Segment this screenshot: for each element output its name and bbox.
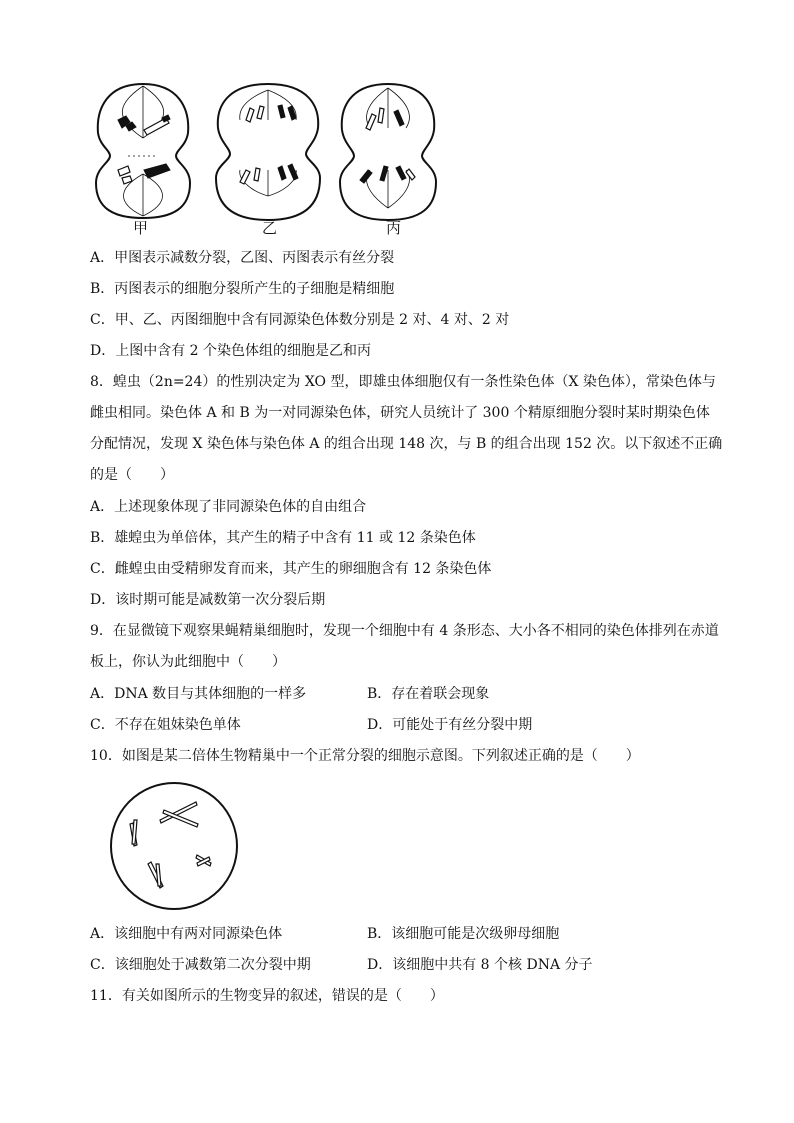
q10-cell-figure xyxy=(108,780,240,912)
q7-option-b: B．丙图表示的细胞分裂所产生的子细胞是精细胞 xyxy=(90,281,395,297)
q8-option-c: C．雌蝗虫由受精卵发育而来，其产生的卵细胞含有 12 条染色体 xyxy=(90,561,492,577)
q8-stem-line-4: 的是（ ） xyxy=(90,467,174,483)
q7-option-c: C．甲、乙、丙图细胞中含有同源染色体数分别是 2 对、4 对、2 对 xyxy=(90,312,510,328)
q8-option-d: D．该时期可能是减数第一次分裂后期 xyxy=(90,592,326,608)
q7-option-a: A．甲图表示减数分裂，乙图、丙图表示有丝分裂 xyxy=(90,250,395,266)
figure-label-yi: 乙 xyxy=(262,219,278,237)
q8-option-a: A．上述现象体现了非同源染色体的自由组合 xyxy=(90,499,367,515)
q8-stem-line-3: 分配情况，发现 X 染色体与染色体 A 的组合出现 148 次，与 B 的组合出现 152 次。以下叙述不正确 xyxy=(90,436,723,452)
q10-option-d: D．该细胞中共有 8 个核 DNA 分子 xyxy=(367,957,593,973)
q11-stem: 11．有关如图所示的生物变异的叙述，错误的是（ ） xyxy=(90,988,444,1004)
q8-stem-line-2: 雌虫相同。染色体 A 和 B 为一对同源染色体，研究人员统计了 300 个精原细胞分裂时某时期染色体 xyxy=(90,405,710,421)
q10-option-b: B．该细胞可能是次级卵母细胞 xyxy=(367,926,560,942)
q9-stem-line-2: 板上，你认为此细胞中（ ） xyxy=(90,654,286,670)
q8-stem-line-1: 8．蝗虫（2n=24）的性别决定为 XO 型，即雄虫体细胞仅有一条性染色体（X 染色体），常染色体与 xyxy=(90,374,716,390)
q10-option-a: A．该细胞中有两对同源染色体 xyxy=(90,926,283,942)
q9-stem-line-1: 9．在显微镜下观察果蝇精巢细胞时，发现一个细胞中有 4 条形态、大小各不相同的染色体排列在赤道 xyxy=(90,623,719,639)
q7-option-d: D．上图中含有 2 个染色体组的细胞是乙和丙 xyxy=(90,343,372,359)
q10-stem: 10．如图是某二倍体生物精巢中一个正常分裂的细胞示意图。下列叙述正确的是（ ） xyxy=(90,748,640,764)
figure-label-bing: 丙 xyxy=(386,219,402,237)
q8-option-b: B．雄蝗虫为单倍体，其产生的精子中含有 11 或 12 条染色体 xyxy=(90,530,476,546)
q9-option-c: C．不存在姐妹染色单体 xyxy=(90,717,241,733)
cell-jia xyxy=(96,84,190,218)
cell-bing xyxy=(340,84,436,220)
q9-option-d: D．可能处于有丝分裂中期 xyxy=(367,717,533,733)
figure-label-jia: 甲 xyxy=(133,219,149,237)
q9-option-b: B．存在着联会现象 xyxy=(367,686,490,702)
q10-option-c: C．该细胞处于减数第二次分裂中期 xyxy=(90,957,311,973)
cell-yi xyxy=(216,84,320,220)
q9-option-a: A．DNA 数目与其体细胞的一样多 xyxy=(90,686,307,702)
